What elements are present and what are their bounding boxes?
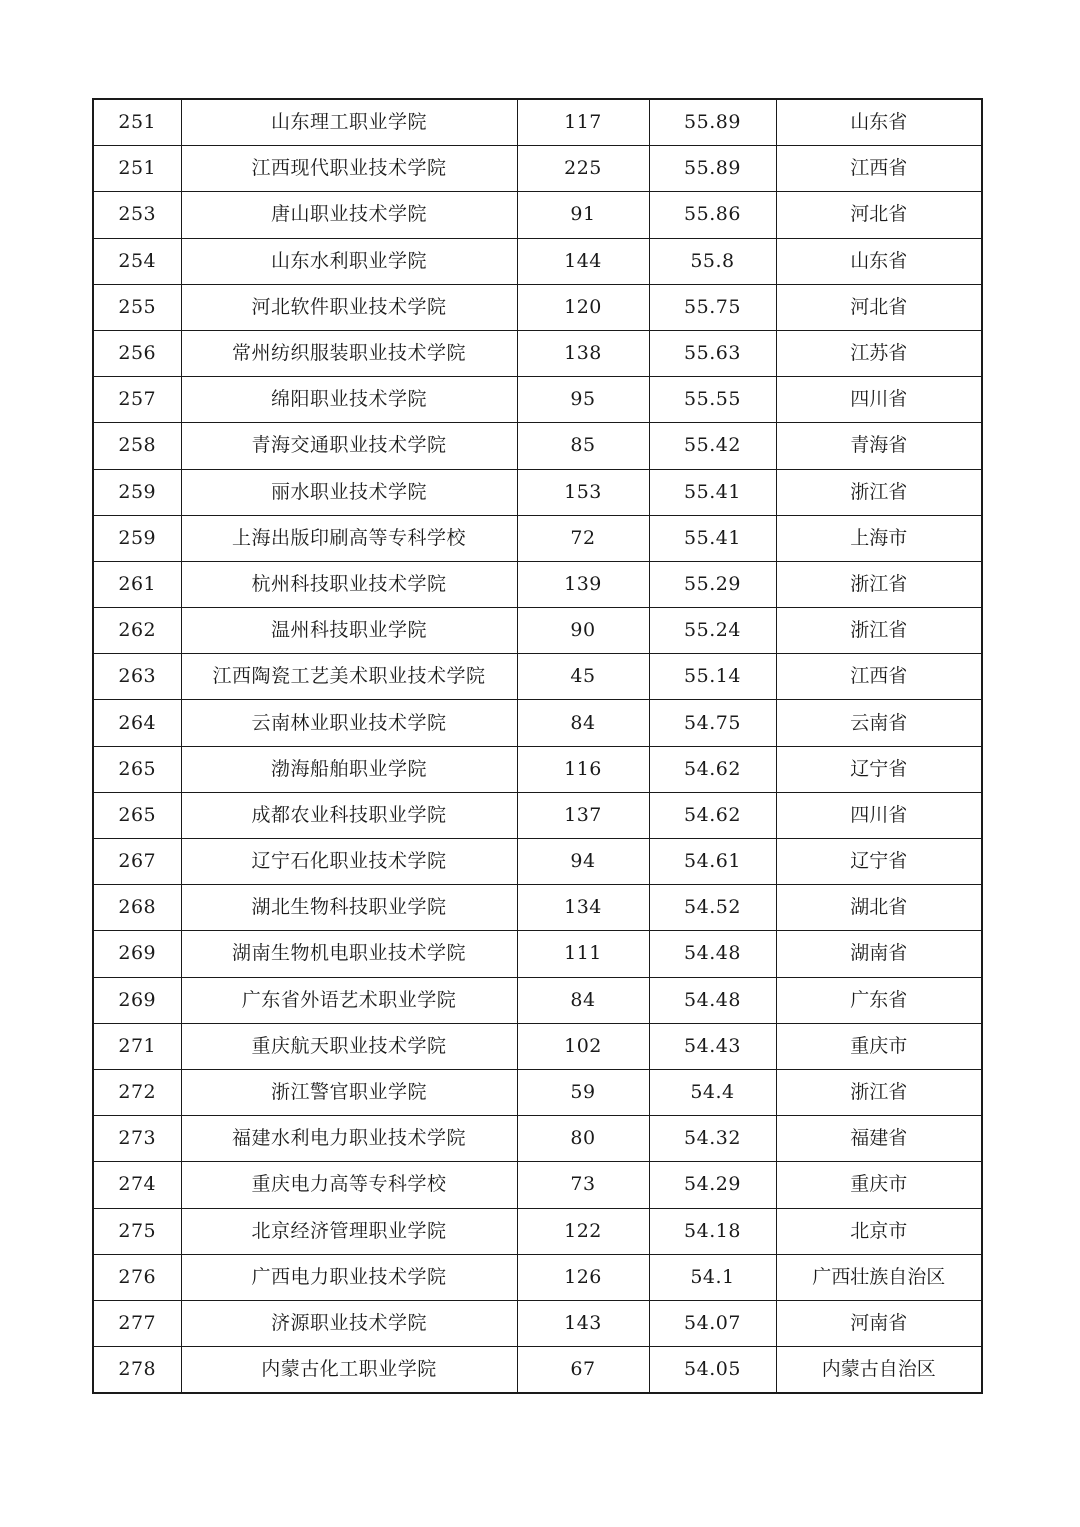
rank-cell: 278	[93, 1347, 181, 1394]
rank-cell: 265	[93, 746, 181, 792]
table-row	[93, 1116, 982, 1162]
table-row	[93, 885, 982, 931]
table-row	[93, 1254, 982, 1300]
table-row	[93, 146, 982, 192]
score-cell: 55.29	[649, 561, 776, 607]
table-row	[93, 238, 982, 284]
province-cell: 辽宁省	[776, 746, 982, 792]
table-row	[93, 1347, 982, 1394]
score-cell: 55.86	[649, 192, 776, 238]
college-name-cell: 浙江警官职业学院	[181, 1069, 517, 1115]
table-row	[93, 99, 982, 146]
province-cell: 辽宁省	[776, 839, 982, 885]
count-cell: 85	[517, 423, 649, 469]
score-cell: 54.05	[649, 1347, 776, 1394]
table-row	[93, 792, 982, 838]
count-cell: 137	[517, 792, 649, 838]
table-row	[93, 1208, 982, 1254]
rank-cell: 264	[93, 700, 181, 746]
province-cell: 重庆市	[776, 1023, 982, 1069]
college-name-cell: 广东省外语艺术职业学院	[181, 977, 517, 1023]
college-name-cell: 江西陶瓷工艺美术职业技术学院	[181, 654, 517, 700]
score-cell: 54.18	[649, 1208, 776, 1254]
table-row	[93, 192, 982, 238]
college-name-cell: 河北软件职业技术学院	[181, 284, 517, 330]
score-cell: 55.14	[649, 654, 776, 700]
score-cell: 54.32	[649, 1116, 776, 1162]
score-cell: 54.48	[649, 931, 776, 977]
rank-cell: 255	[93, 284, 181, 330]
table-row	[93, 1023, 982, 1069]
college-name-cell: 北京经济管理职业学院	[181, 1208, 517, 1254]
count-cell: 80	[517, 1116, 649, 1162]
province-cell: 内蒙古自治区	[776, 1347, 982, 1394]
province-cell: 浙江省	[776, 1069, 982, 1115]
province-cell: 北京市	[776, 1208, 982, 1254]
count-cell: 95	[517, 377, 649, 423]
rank-cell: 275	[93, 1208, 181, 1254]
rank-cell: 259	[93, 469, 181, 515]
rank-cell: 272	[93, 1069, 181, 1115]
count-cell: 91	[517, 192, 649, 238]
province-cell: 重庆市	[776, 1162, 982, 1208]
rank-cell: 262	[93, 608, 181, 654]
table-row	[93, 515, 982, 561]
college-name-cell: 杭州科技职业技术学院	[181, 561, 517, 607]
count-cell: 143	[517, 1300, 649, 1346]
count-cell: 225	[517, 146, 649, 192]
college-name-cell: 山东理工职业学院	[181, 99, 517, 146]
rank-cell: 273	[93, 1116, 181, 1162]
province-cell: 浙江省	[776, 608, 982, 654]
count-cell: 67	[517, 1347, 649, 1394]
table-row	[93, 839, 982, 885]
province-cell: 湖北省	[776, 885, 982, 931]
college-name-cell: 内蒙古化工职业学院	[181, 1347, 517, 1394]
table-row	[93, 931, 982, 977]
table-row	[93, 746, 982, 792]
province-cell: 广西壮族自治区	[776, 1254, 982, 1300]
score-cell: 54.75	[649, 700, 776, 746]
score-cell: 55.89	[649, 99, 776, 146]
count-cell: 84	[517, 977, 649, 1023]
province-cell: 浙江省	[776, 469, 982, 515]
count-cell: 117	[517, 99, 649, 146]
score-cell: 55.89	[649, 146, 776, 192]
rank-cell: 265	[93, 792, 181, 838]
score-cell: 55.42	[649, 423, 776, 469]
score-cell: 55.41	[649, 469, 776, 515]
college-name-cell: 湖北生物科技职业学院	[181, 885, 517, 931]
score-cell: 54.62	[649, 792, 776, 838]
province-cell: 浙江省	[776, 561, 982, 607]
count-cell: 102	[517, 1023, 649, 1069]
college-name-cell: 江西现代职业技术学院	[181, 146, 517, 192]
college-name-cell: 广西电力职业技术学院	[181, 1254, 517, 1300]
table-row	[93, 654, 982, 700]
table-row	[93, 561, 982, 607]
province-cell: 河北省	[776, 284, 982, 330]
score-cell: 55.55	[649, 377, 776, 423]
score-cell: 54.48	[649, 977, 776, 1023]
score-cell: 54.07	[649, 1300, 776, 1346]
province-cell: 山东省	[776, 99, 982, 146]
ranking-table	[92, 98, 983, 1394]
college-name-cell: 唐山职业技术学院	[181, 192, 517, 238]
count-cell: 116	[517, 746, 649, 792]
table-row	[93, 469, 982, 515]
count-cell: 94	[517, 839, 649, 885]
rank-cell: 269	[93, 977, 181, 1023]
college-name-cell: 常州纺织服装职业技术学院	[181, 330, 517, 376]
table-row	[93, 700, 982, 746]
count-cell: 111	[517, 931, 649, 977]
rank-cell: 257	[93, 377, 181, 423]
college-name-cell: 山东水利职业学院	[181, 238, 517, 284]
score-cell: 54.62	[649, 746, 776, 792]
rank-cell: 256	[93, 330, 181, 376]
count-cell: 122	[517, 1208, 649, 1254]
score-cell: 54.43	[649, 1023, 776, 1069]
college-name-cell: 成都农业科技职业学院	[181, 792, 517, 838]
score-cell: 55.75	[649, 284, 776, 330]
college-name-cell: 福建水利电力职业技术学院	[181, 1116, 517, 1162]
province-cell: 四川省	[776, 377, 982, 423]
rank-cell: 261	[93, 561, 181, 607]
score-cell: 54.61	[649, 839, 776, 885]
province-cell: 青海省	[776, 423, 982, 469]
count-cell: 120	[517, 284, 649, 330]
province-cell: 河北省	[776, 192, 982, 238]
score-cell: 55.24	[649, 608, 776, 654]
count-cell: 144	[517, 238, 649, 284]
table-row	[93, 1162, 982, 1208]
province-cell: 四川省	[776, 792, 982, 838]
province-cell: 福建省	[776, 1116, 982, 1162]
province-cell: 江西省	[776, 146, 982, 192]
college-name-cell: 上海出版印刷高等专科学校	[181, 515, 517, 561]
table-row	[93, 330, 982, 376]
count-cell: 73	[517, 1162, 649, 1208]
rank-cell: 274	[93, 1162, 181, 1208]
rank-cell: 271	[93, 1023, 181, 1069]
rank-cell: 276	[93, 1254, 181, 1300]
rank-cell: 251	[93, 99, 181, 146]
score-cell: 55.8	[649, 238, 776, 284]
province-cell: 广东省	[776, 977, 982, 1023]
college-name-cell: 温州科技职业学院	[181, 608, 517, 654]
college-name-cell: 重庆电力高等专科学校	[181, 1162, 517, 1208]
table-row	[93, 1300, 982, 1346]
table-row	[93, 423, 982, 469]
count-cell: 139	[517, 561, 649, 607]
count-cell: 72	[517, 515, 649, 561]
table-row	[93, 284, 982, 330]
rank-cell: 267	[93, 839, 181, 885]
rank-cell: 277	[93, 1300, 181, 1346]
college-name-cell: 重庆航天职业技术学院	[181, 1023, 517, 1069]
count-cell: 134	[517, 885, 649, 931]
rank-cell: 251	[93, 146, 181, 192]
score-cell: 54.52	[649, 885, 776, 931]
rank-cell: 269	[93, 931, 181, 977]
college-name-cell: 济源职业技术学院	[181, 1300, 517, 1346]
table-row	[93, 608, 982, 654]
count-cell: 90	[517, 608, 649, 654]
province-cell: 江西省	[776, 654, 982, 700]
college-name-cell: 青海交通职业技术学院	[181, 423, 517, 469]
count-cell: 59	[517, 1069, 649, 1115]
college-name-cell: 绵阳职业技术学院	[181, 377, 517, 423]
province-cell: 云南省	[776, 700, 982, 746]
college-name-cell: 云南林业职业技术学院	[181, 700, 517, 746]
college-name-cell: 辽宁石化职业技术学院	[181, 839, 517, 885]
score-cell: 55.63	[649, 330, 776, 376]
count-cell: 45	[517, 654, 649, 700]
college-name-cell: 丽水职业技术学院	[181, 469, 517, 515]
table-row	[93, 377, 982, 423]
count-cell: 84	[517, 700, 649, 746]
college-name-cell: 湖南生物机电职业技术学院	[181, 931, 517, 977]
rank-cell: 253	[93, 192, 181, 238]
score-cell: 54.4	[649, 1069, 776, 1115]
score-cell: 54.1	[649, 1254, 776, 1300]
rank-cell: 268	[93, 885, 181, 931]
count-cell: 153	[517, 469, 649, 515]
rank-cell: 254	[93, 238, 181, 284]
rank-cell: 263	[93, 654, 181, 700]
table-row	[93, 1069, 982, 1115]
score-cell: 54.29	[649, 1162, 776, 1208]
province-cell: 山东省	[776, 238, 982, 284]
count-cell: 126	[517, 1254, 649, 1300]
province-cell: 河南省	[776, 1300, 982, 1346]
count-cell: 138	[517, 330, 649, 376]
ranking-table-body	[93, 99, 982, 1393]
province-cell: 上海市	[776, 515, 982, 561]
province-cell: 湖南省	[776, 931, 982, 977]
rank-cell: 259	[93, 515, 181, 561]
college-name-cell: 渤海船舶职业学院	[181, 746, 517, 792]
table-row	[93, 977, 982, 1023]
rank-cell: 258	[93, 423, 181, 469]
province-cell: 江苏省	[776, 330, 982, 376]
score-cell: 55.41	[649, 515, 776, 561]
